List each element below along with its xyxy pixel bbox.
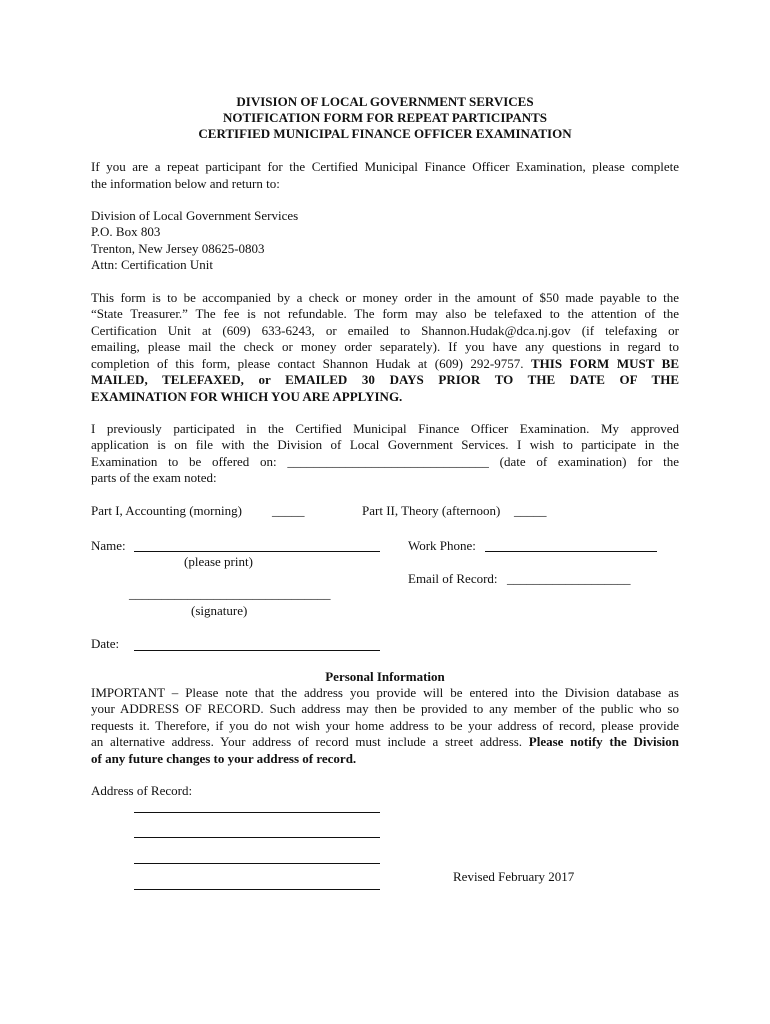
intro-line-1: If you are a repeat participant for the Certified Municipal Finance Officer Examination, please complete <box>91 159 679 174</box>
personal-line-1: IMPORTANT – Please note that the address you provide will be entered into the Division database as <box>91 685 679 700</box>
fee-line-6: MAILED, TELEFAXED, or EMAILED 30 DAYS PRIOR TO THE DATE OF THE <box>91 372 679 387</box>
fee-line-4: emailing, please mail the check or money order separately). If you have any questions in regard to <box>91 339 679 354</box>
personal-line-2: your ADDRESS OF RECORD. Such address may then be provided to any member of the public who so <box>91 701 679 716</box>
email-label: Email of Record: <box>408 571 498 586</box>
address-line-1: Division of Local Government Services <box>91 208 299 223</box>
part-1-label: Part I, Accounting (morning) <box>91 503 242 518</box>
part-2-checkbox-blank[interactable]: _____ <box>514 503 547 518</box>
name-hint: (please print) <box>184 554 253 569</box>
fee-line-1: This form is to be accompanied by a check or money order in the amount of $50 made payable to the <box>91 290 679 305</box>
personal-info-heading: Personal Information <box>325 669 445 684</box>
address-of-record-label: Address of Record: <box>91 783 193 798</box>
fee-line-5 <box>91 356 679 373</box>
revised-date: Revised February 2017 <box>453 869 575 884</box>
date-label: Date: <box>91 636 120 651</box>
address-line-2: P.O. Box 803 <box>91 224 161 239</box>
work-phone-input-line[interactable] <box>485 551 657 552</box>
address-input-line-2[interactable] <box>134 837 380 838</box>
address-line-3: Trenton, New Jersey 08625-0803 <box>91 241 265 256</box>
address-input-line-1[interactable] <box>134 812 380 813</box>
part-2-label: Part II, Theory (afternoon) <box>362 503 501 518</box>
header-line-1: DIVISION OF LOCAL GOVERNMENT SERVICES <box>236 94 534 109</box>
fee-line-7: EXAMINATION FOR WHICH YOU ARE APPLYING. <box>91 389 403 404</box>
fee-line-5-normal: completion of this form, please contact Shannon Hudak at (609) 292-9757. <box>91 356 532 371</box>
address-line-4: Attn: Certification Unit <box>91 257 214 272</box>
statement-line-2: application is on file with the Division of Local Government Services. I wish to participate in the <box>91 437 679 452</box>
statement-line-1: I previously participated in the Certified Municipal Finance Officer Examination. My approved <box>91 421 679 436</box>
address-input-line-3[interactable] <box>134 863 380 864</box>
personal-line-3: requests it. Therefore, if you do not wish your home address to be your address of record, please provide <box>91 718 679 733</box>
email-input-blank[interactable]: ___________________ <box>507 571 631 586</box>
header-line-3: CERTIFIED MUNICIPAL FINANCE OFFICER EXAMINATION <box>198 126 572 141</box>
header-line-2: NOTIFICATION FORM FOR REPEAT PARTICIPANTS <box>222 110 548 125</box>
personal-line-5: of any future changes to your address of record. <box>91 751 357 766</box>
part-1-checkbox-blank[interactable]: _____ <box>272 503 305 518</box>
statement-line-4: parts of the exam noted: <box>91 470 217 485</box>
name-input-line[interactable] <box>134 551 380 552</box>
fee-line-5-bold: THIS FORM MUST BE <box>531 356 679 371</box>
work-phone-label: Work Phone: <box>408 538 476 553</box>
intro-line-2: the information below and return to: <box>91 176 280 191</box>
signature-hint: (signature) <box>191 603 248 618</box>
date-input-line[interactable] <box>134 650 380 651</box>
personal-line-4-bold: Please notify the Division <box>528 734 679 749</box>
statement-line-3: Examination to be offered on: _______________________________ (date of examination) for the <box>91 454 679 469</box>
fee-line-2: “State Treasurer.” The fee is not refundable. The form may also be telefaxed to the attention of the <box>91 306 679 321</box>
address-input-line-4[interactable] <box>134 889 380 890</box>
personal-line-4-normal: an alternative address. Your address of record must include a street address. <box>91 734 529 749</box>
personal-line-4 <box>91 734 679 751</box>
name-label: Name: <box>91 538 126 553</box>
fee-line-3: Certification Unit at (609) 633-6243, or emailed to Shannon.Hudak@dca.nj.gov (if telefaxing or <box>91 323 679 338</box>
signature-input-blank[interactable]: _______________________________ <box>129 586 331 601</box>
